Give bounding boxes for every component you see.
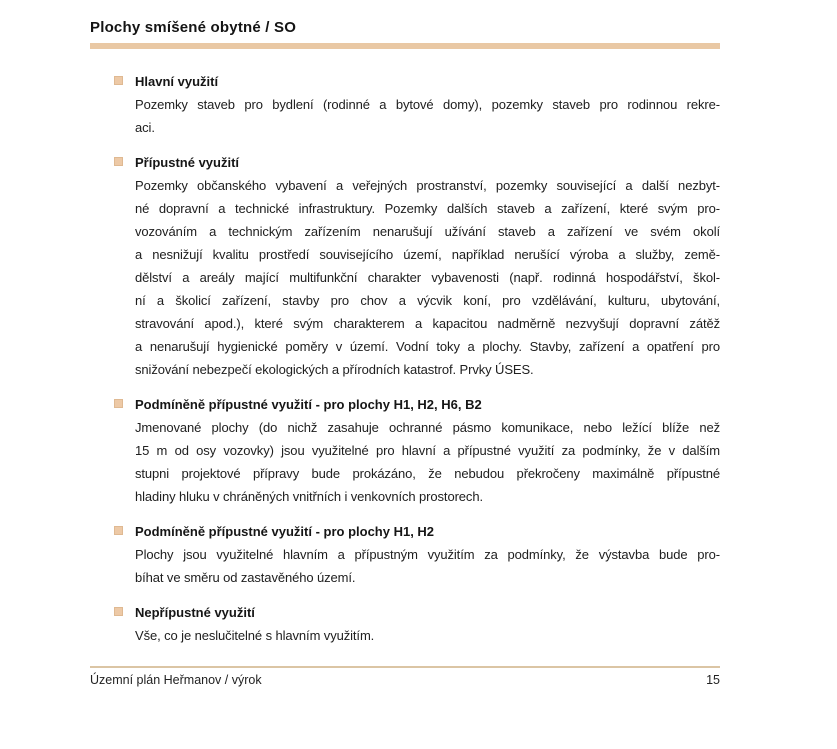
document-page (90, 18, 720, 659)
body-line: né dopravní a technické infrastruktury. Pozemky dalších staveb a zařízení, které svým pro- (135, 201, 720, 216)
footer-row (90, 673, 720, 687)
section-podminene-pripustne-h1-h2-h6-b2 (90, 393, 720, 508)
bullet-square-icon (114, 607, 123, 616)
body-line: a nesnižují kvalitu prostředí souvisejícího území, například nerušící výroba a služby, země- (135, 247, 720, 262)
body-line: hladiny hluku v chráněných vnitřních i venkovních prostorech. (135, 489, 483, 504)
body-line: Pozemky občanského vybavení a veřejných prostranství, pozemky související a další nezbyt- (135, 178, 720, 193)
body-line: Plochy jsou využitelné hlavním a přípustným využitím za podmínky, že výstavba bude pro- (135, 547, 720, 562)
bullet-square-icon (114, 76, 123, 85)
footer-document-title: Územní plán Heřmanov / výrok (90, 673, 262, 687)
body-line: aci. (135, 120, 155, 135)
section-body (135, 543, 720, 589)
section-heading: Hlavní využití (135, 74, 219, 89)
body-line: bíhat ve směru od zastavěného území. (135, 570, 356, 585)
page-number: 15 (706, 673, 720, 687)
body-line: Jmenované plochy (do nichž zasahuje ochranné pásmo komunikace, nebo ležící blíže než (135, 420, 720, 435)
body-line: 15 m od osy vozovky) jsou využitelné pro hlavní a přípustné využití za podmínky, že v dalším (135, 443, 720, 458)
body-line: Vše, co je neslučitelné s hlavním využitím. (135, 628, 375, 643)
body-line: stravování apod.), které svým charakterem a kapacitou nadměrně nezvyšují dopravní zátěž (135, 316, 720, 331)
section-podminene-pripustne-h1-h2 (90, 520, 720, 589)
bullet-square-icon (114, 399, 123, 408)
bullet-square-icon (114, 157, 123, 166)
body-line: Pozemky staveb pro bydlení (rodinné a bytové domy), pozemky staveb pro rodinnou rekre- (135, 97, 720, 112)
section-body (135, 93, 720, 139)
section-heading: Podmíněně přípustné využití - pro plochy H1, H2 (135, 524, 435, 539)
section-pripustne-vyuziti (90, 151, 720, 381)
section-body (135, 416, 720, 508)
section-hlavni-vyuziti (90, 70, 720, 139)
section-nepripustne-vyuziti (90, 601, 720, 647)
body-line: ní a školicí zařízení, stavby pro chov a výcvik koní, pro vzdělávání, kulturu, ubytování, (135, 293, 720, 308)
title-rule (90, 43, 720, 49)
body-line: a nenarušují hygienické poměry v území. Vodní toky a plochy. Stavby, zařízení a opatření pro (135, 339, 720, 354)
section-body (135, 624, 720, 647)
section-heading: Podmíněně přípustné využití - pro plochy H1, H2, H6, B2 (135, 397, 482, 412)
footer-rule (90, 666, 720, 668)
body-line: vozováním a technickým zařízením nenarušují užívání staveb a zařízení ve svém okolí (135, 224, 720, 239)
sections-container (90, 70, 720, 647)
section-heading: Nepřípustné využití (135, 605, 255, 620)
body-line: stupni projektové přípravy bude prokázáno, že nebudou překročeny maximálně přípustné (135, 466, 720, 481)
body-line: snižování nebezpečí ekologických a přírodních katastrof. Prvky ÚSES. (135, 362, 534, 377)
body-line: dělství a areály mající multifunkční charakter vybavenosti (např. rodinná hospodářství, škol- (135, 270, 720, 285)
page-footer (90, 666, 720, 687)
section-body (135, 174, 720, 381)
bullet-square-icon (114, 526, 123, 535)
page-title: Plochy smíšené obytné / SO (90, 19, 297, 36)
section-heading: Přípustné využití (135, 155, 240, 170)
